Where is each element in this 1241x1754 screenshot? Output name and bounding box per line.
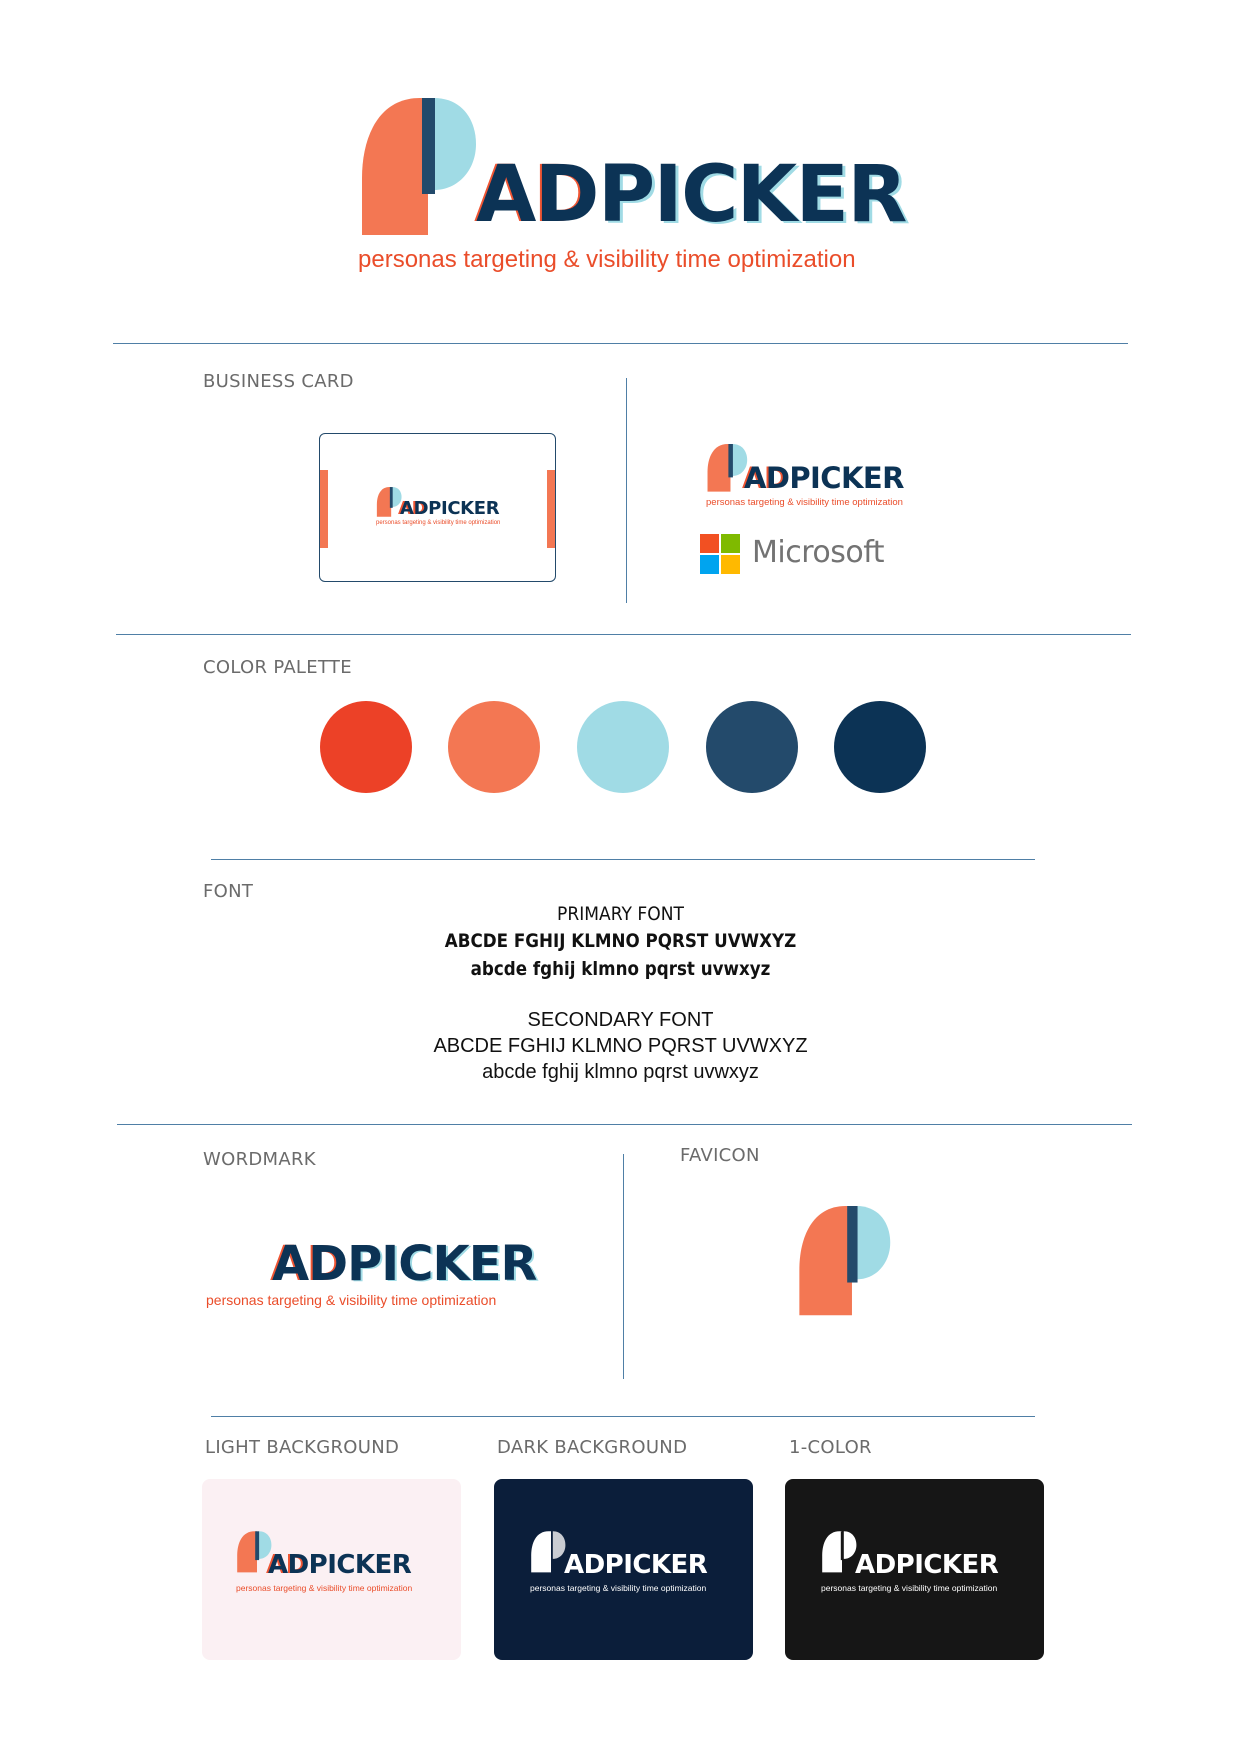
brand-tagline: personas targeting & visibility time optimization bbox=[706, 497, 903, 508]
microsoft-logo-icon bbox=[700, 534, 741, 575]
logo-mark-icon bbox=[376, 487, 402, 517]
secondary-font-lowercase: abcde fghij klmno pqrst uvwxyz bbox=[482, 1061, 759, 1083]
brand-tagline: personas targeting & visibility time optimization bbox=[376, 520, 501, 526]
logo-mark-icon bbox=[821, 1531, 857, 1573]
primary-font-lowercase: abcde fghij klmno pqrst uvwxyz bbox=[470, 958, 771, 980]
brand-tagline: personas targeting & visibility time optimization bbox=[821, 1583, 998, 1593]
secondary-font-title: SECONDARY FONT bbox=[527, 1009, 714, 1031]
brand-tagline: personas targeting & visibility time optimization bbox=[358, 246, 856, 273]
divider-vertical bbox=[623, 1154, 624, 1379]
brand-tagline: personas targeting & visibility time optimization bbox=[206, 1292, 497, 1308]
divider-vertical bbox=[626, 378, 627, 603]
brand-rest-text: PICKER bbox=[428, 498, 500, 519]
logo-mark-icon bbox=[358, 98, 478, 236]
wordmark-logo bbox=[206, 1232, 537, 1312]
one-color-card bbox=[785, 1479, 1044, 1660]
brand-rest-text: PICKER bbox=[308, 1550, 412, 1580]
divider bbox=[116, 634, 1131, 635]
section-label-favicon: FAVICON bbox=[680, 1145, 760, 1166]
brand-ad-text: AD bbox=[744, 461, 790, 495]
favicon-mark-icon bbox=[796, 1206, 892, 1316]
brand-ad-text: AD bbox=[564, 1550, 605, 1580]
logo-mark-icon bbox=[706, 444, 748, 492]
section-label-one-color: 1-COLOR bbox=[789, 1437, 872, 1458]
logo-mark-icon bbox=[530, 1531, 566, 1573]
divider bbox=[211, 859, 1035, 860]
color-swatch bbox=[448, 701, 540, 793]
microsoft-logo bbox=[700, 534, 910, 578]
divider bbox=[211, 1416, 1035, 1417]
brand-rest-text: PICKER bbox=[604, 1550, 708, 1580]
brand-ad-text: AD bbox=[400, 498, 429, 519]
section-label-business-card: BUSINESS CARD bbox=[203, 371, 354, 392]
brand-rest-text: PICKER bbox=[598, 150, 906, 240]
primary-font-title: PRIMARY FONT bbox=[557, 903, 684, 925]
section-label-font: FONT bbox=[203, 881, 254, 902]
divider bbox=[117, 1124, 1132, 1125]
color-swatch bbox=[706, 701, 798, 793]
card-edge-right bbox=[547, 470, 555, 548]
brand-rest-text: PICKER bbox=[895, 1550, 999, 1580]
section-label-wordmark: WORDMARK bbox=[203, 1149, 316, 1170]
primary-font-uppercase: ABCDE FGHIJ KLMNO PQRST UVWXYZ bbox=[444, 930, 797, 952]
dark-background-card bbox=[494, 1479, 753, 1660]
logo-mark-icon bbox=[236, 1531, 272, 1573]
microsoft-wordmark: Microsoft bbox=[752, 535, 885, 570]
divider bbox=[113, 343, 1128, 344]
brand-ad-text: AD bbox=[268, 1550, 309, 1580]
brand-tagline: personas targeting & visibility time optimization bbox=[236, 1583, 413, 1593]
color-swatch bbox=[320, 701, 412, 793]
brand-ad-text: AD bbox=[855, 1550, 896, 1580]
secondary-font-uppercase: ABCDE FGHIJ KLMNO PQRST UVWXYZ bbox=[433, 1035, 808, 1057]
brand-tagline: personas targeting & visibility time optimization bbox=[530, 1583, 707, 1593]
business-card bbox=[319, 433, 556, 582]
card-edge-left bbox=[320, 470, 328, 548]
brand-rest-text: PICKER bbox=[789, 461, 904, 495]
light-background-card bbox=[202, 1479, 461, 1660]
main-logo bbox=[358, 98, 906, 278]
section-label-light-background: LIGHT BACKGROUND bbox=[205, 1437, 400, 1458]
brand-ad-text: AD bbox=[476, 150, 598, 240]
color-swatch bbox=[577, 701, 669, 793]
brand-ad-text: AD bbox=[272, 1236, 348, 1292]
section-label-dark-background: DARK BACKGROUND bbox=[497, 1437, 688, 1458]
color-swatch bbox=[834, 701, 926, 793]
section-label-color-palette: COLOR PALETTE bbox=[203, 657, 352, 678]
cobrand-logo bbox=[706, 444, 906, 508]
brand-rest-text: PICKER bbox=[347, 1236, 537, 1292]
